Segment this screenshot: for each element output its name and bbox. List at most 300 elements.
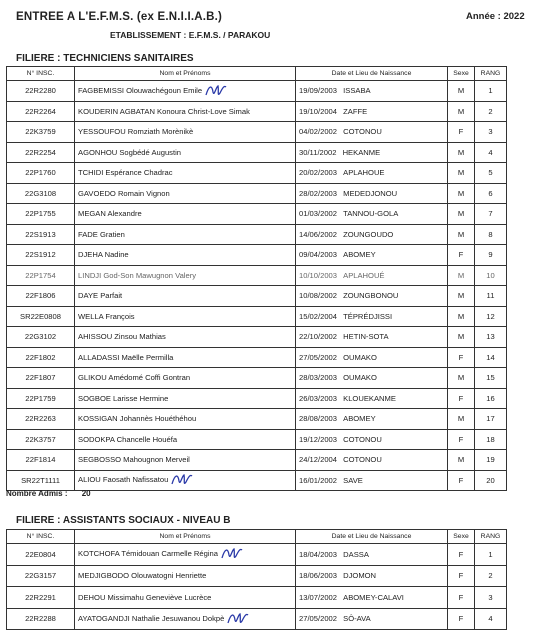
birth-place: COTONOU <box>343 127 382 137</box>
filiere-heading-assistants: FILIERE : ASSISTANTS SOCIAUX - NIVEAU B <box>16 515 231 526</box>
inscription-number-text: 22E0804 <box>25 549 56 559</box>
birth-date: 26/03/2003 <box>299 393 338 403</box>
sex-cell-text: M <box>457 106 465 116</box>
student-name <box>75 450 296 471</box>
rank-cell-text: 13 <box>486 332 495 342</box>
rank-cell-text: 15 <box>486 373 495 383</box>
sex-cell <box>448 224 475 245</box>
inscription-number-text: 22R2291 <box>25 592 56 602</box>
birth-place: ZOUNGOUDO <box>343 229 394 239</box>
table-row <box>7 388 507 409</box>
student-name-text: AHISSOU Zinsou Mathias <box>78 332 166 342</box>
birth-date: 04/02/2002 <box>299 127 338 137</box>
rank-cell <box>475 142 507 163</box>
birth-info <box>296 608 448 630</box>
birth-info <box>296 81 448 102</box>
table-row <box>7 450 507 471</box>
rank-cell-text: 2 <box>488 106 493 116</box>
rank-cell <box>475 306 507 327</box>
rank-cell <box>475 347 507 368</box>
student-name-text: KOUDERIN AGBATAN Konoura Christ-Love Simak <box>78 106 250 116</box>
inscription-number <box>7 450 75 471</box>
sex-cell-text: F <box>458 250 464 260</box>
student-name <box>75 81 296 102</box>
rank-cell-text: 4 <box>488 614 493 624</box>
inscription-number <box>7 429 75 450</box>
sex-cell <box>448 587 475 609</box>
inscription-number-text: 22S1912 <box>25 250 56 260</box>
inscription-number-text: 22S1913 <box>25 229 56 239</box>
birth-info <box>296 101 448 122</box>
sex-cell-text: M <box>457 455 465 465</box>
birth-info <box>296 327 448 348</box>
rank-cell <box>475 544 507 566</box>
birth-info <box>296 450 448 471</box>
inscription-number-text: SR22E0808 <box>20 311 61 321</box>
col-header-name: Nom et Prénoms <box>75 530 296 544</box>
admitted-count-value: 20 <box>81 489 91 498</box>
sex-cell <box>448 347 475 368</box>
sex-cell <box>448 265 475 286</box>
signature-mark <box>221 546 243 562</box>
inscription-number-text: 22P1760 <box>25 168 56 178</box>
student-name <box>75 265 296 286</box>
student-name-text: DEHOU Missimahu Geneviève Lucrèce <box>78 592 212 602</box>
rank-cell <box>475 224 507 245</box>
admission-table-techniciens <box>6 66 507 491</box>
sex-cell <box>448 450 475 471</box>
student-name <box>75 347 296 368</box>
sex-cell <box>448 163 475 184</box>
admitted-count-label: Nombre Admis : <box>6 489 68 498</box>
rank-cell-text: 14 <box>486 352 495 362</box>
table-row <box>7 142 507 163</box>
student-name-text: ALLADASSI Maëlle Permilla <box>78 352 174 362</box>
col-header-num: N° INSC. <box>7 67 75 81</box>
col-header-birth: Date et Lieu de Naissance <box>296 530 448 544</box>
sex-cell <box>448 101 475 122</box>
col-header-rang: RANG <box>475 67 507 81</box>
birth-date: 27/05/2002 <box>299 352 338 362</box>
sex-cell <box>448 368 475 389</box>
rank-cell-text: 17 <box>486 414 495 424</box>
birth-date: 13/07/2002 <box>299 592 338 602</box>
col-header-rang: RANG <box>475 530 507 544</box>
sex-cell-text: F <box>458 127 464 137</box>
student-name <box>75 587 296 609</box>
inscription-number <box>7 368 75 389</box>
signature-mark <box>227 611 249 627</box>
rank-cell <box>475 470 507 491</box>
student-name-text: AYATOGANDJI Nathalie Jesuwanou Dokpè <box>78 613 225 623</box>
sex-cell <box>448 470 475 491</box>
birth-info <box>296 163 448 184</box>
inscription-number-text: 22K3757 <box>25 434 56 444</box>
birth-info <box>296 368 448 389</box>
birth-date: 16/01/2002 <box>299 475 338 485</box>
birth-place: HETIN-SOTA <box>343 332 389 342</box>
birth-place: DASSA <box>343 549 369 559</box>
rank-cell-text: 20 <box>486 475 495 485</box>
student-name <box>75 608 296 630</box>
rank-cell-text: 1 <box>488 86 493 96</box>
student-name <box>75 388 296 409</box>
sex-cell <box>448 245 475 266</box>
student-name <box>75 183 296 204</box>
birth-date: 09/04/2003 <box>299 250 338 260</box>
birth-date: 19/09/2003 <box>299 86 338 96</box>
rank-cell <box>475 81 507 102</box>
birth-info <box>296 565 448 587</box>
birth-date: 18/06/2003 <box>299 571 338 581</box>
birth-info <box>296 183 448 204</box>
birth-date: 27/05/2002 <box>299 614 338 624</box>
sex-cell-text: F <box>458 434 464 444</box>
birth-place: DJOMON <box>343 571 377 581</box>
inscription-number-text: 22F1806 <box>25 291 56 301</box>
birth-place: ABOMEY <box>343 414 376 424</box>
birth-info <box>296 409 448 430</box>
inscription-number <box>7 245 75 266</box>
sex-cell <box>448 409 475 430</box>
student-name <box>75 544 296 566</box>
student-name-text: YESSOUFOU Romziath Morènikè <box>78 127 194 137</box>
inscription-number <box>7 183 75 204</box>
birth-info <box>296 544 448 566</box>
inscription-number-text: 22R2254 <box>25 147 56 157</box>
student-name-text: SODOKPA Chancelle Houéfa <box>78 434 178 444</box>
birth-date: 24/12/2004 <box>299 455 338 465</box>
inscription-number <box>7 286 75 307</box>
table-header-row <box>7 530 507 544</box>
sex-cell-text: M <box>457 209 465 219</box>
inscription-number <box>7 409 75 430</box>
sex-cell <box>448 565 475 587</box>
birth-place: COTONOU <box>343 434 382 444</box>
student-name <box>75 224 296 245</box>
inscription-number <box>7 142 75 163</box>
sex-cell-text: M <box>457 188 465 198</box>
student-name-text: WELLA François <box>78 311 135 321</box>
student-name <box>75 470 296 491</box>
sex-cell-text: M <box>457 332 465 342</box>
birth-date: 19/12/2003 <box>299 434 338 444</box>
table-row <box>7 183 507 204</box>
rank-cell <box>475 286 507 307</box>
student-name-text: SEGBOSSO Mahougnon Merveil <box>78 455 190 465</box>
rank-cell-text: 8 <box>488 229 493 239</box>
birth-info <box>296 470 448 491</box>
birth-place: SAVE <box>343 475 363 485</box>
birth-place: OUMAKO <box>343 352 377 362</box>
student-name <box>75 368 296 389</box>
rank-cell-text: 16 <box>486 393 495 403</box>
sex-cell-text: F <box>458 393 464 403</box>
col-header-sexe: Sexe <box>448 67 475 81</box>
rank-cell-text: 5 <box>488 168 493 178</box>
rank-cell <box>475 565 507 587</box>
birth-date: 15/02/2004 <box>299 311 338 321</box>
sex-cell <box>448 204 475 225</box>
sex-cell-text: F <box>458 352 464 362</box>
rank-cell <box>475 608 507 630</box>
sex-cell <box>448 388 475 409</box>
birth-date: 28/08/2003 <box>299 414 338 424</box>
inscription-number-text: 22P1754 <box>25 270 56 280</box>
student-name-text: KOTCHOFA Témidouan Carmelle Régina <box>78 549 218 559</box>
birth-date: 22/10/2002 <box>299 332 338 342</box>
rank-cell-text: 10 <box>486 270 495 280</box>
sex-cell <box>448 81 475 102</box>
inscription-number-text: 22R2288 <box>25 614 56 624</box>
inscription-number <box>7 81 75 102</box>
student-name <box>75 286 296 307</box>
birth-place: ABOMEY <box>343 250 376 260</box>
birth-place: ZOUNGBONOU <box>343 291 399 301</box>
inscription-number <box>7 327 75 348</box>
sex-cell <box>448 429 475 450</box>
table-row <box>7 429 507 450</box>
table-row <box>7 587 507 609</box>
birth-place: APLAHOUÉ <box>343 270 385 280</box>
birth-date: 28/03/2003 <box>299 373 338 383</box>
inscription-number <box>7 122 75 143</box>
inscription-number <box>7 306 75 327</box>
birth-date: 10/08/2002 <box>299 291 338 301</box>
table-row <box>7 101 507 122</box>
table-row <box>7 347 507 368</box>
sex-cell-text: F <box>458 549 464 559</box>
birth-place: HEKANME <box>342 147 381 157</box>
rank-cell <box>475 265 507 286</box>
rank-cell <box>475 101 507 122</box>
birth-date: 19/10/2004 <box>299 106 338 116</box>
student-name <box>75 142 296 163</box>
student-name-text: FADE Gratien <box>78 229 125 239</box>
rank-cell-text: 1 <box>488 549 493 559</box>
rank-cell <box>475 450 507 471</box>
student-name-text: FAGBEMISSI Olouwachégoun Emile <box>78 85 203 95</box>
student-name-text: DAYE Parfait <box>78 291 123 301</box>
rank-cell-text: 18 <box>486 434 495 444</box>
birth-info <box>296 347 448 368</box>
table-row <box>7 327 507 348</box>
birth-info <box>296 587 448 609</box>
inscription-number <box>7 388 75 409</box>
inscription-number <box>7 565 75 587</box>
table-row <box>7 81 507 102</box>
birth-place: KLOUEKANME <box>343 393 396 403</box>
col-header-name: Nom et Prénoms <box>75 67 296 81</box>
sex-cell-text: M <box>457 86 465 96</box>
inscription-number-text: 22R2264 <box>25 106 56 116</box>
sex-cell-text: M <box>457 147 465 157</box>
inscription-number <box>7 470 75 491</box>
inscription-number-text: 22P1759 <box>25 393 56 403</box>
col-header-birth: Date et Lieu de Naissance <box>296 67 448 81</box>
rank-cell-text: 12 <box>486 311 495 321</box>
sex-cell-text: M <box>457 414 465 424</box>
student-name <box>75 163 296 184</box>
rank-cell-text: 3 <box>488 127 493 137</box>
rank-cell-text: 9 <box>488 250 493 260</box>
inscription-number-text: 22G3108 <box>24 188 57 198</box>
birth-info <box>296 306 448 327</box>
inscription-number-text: 22P1755 <box>25 209 56 219</box>
inscription-number <box>7 347 75 368</box>
birth-date: 28/02/2003 <box>299 188 338 198</box>
table-row <box>7 163 507 184</box>
student-name-text: ALIOU Faosath Nafissatou <box>78 475 169 485</box>
admitted-count <box>6 489 91 498</box>
inscription-number-text: 22K3759 <box>25 127 56 137</box>
sex-cell-text: M <box>457 373 465 383</box>
birth-date: 20/02/2003 <box>299 168 338 178</box>
student-name-text: GAVOEDO Romain Vignon <box>78 188 170 198</box>
sex-cell <box>448 608 475 630</box>
student-name <box>75 204 296 225</box>
table-row <box>7 608 507 630</box>
sex-cell-text: M <box>457 229 465 239</box>
birth-place: OUMAKO <box>343 373 377 383</box>
sex-cell-text: M <box>457 291 465 301</box>
birth-place: APLAHOUE <box>343 168 385 178</box>
inscription-number <box>7 204 75 225</box>
sex-cell <box>448 286 475 307</box>
signature-mark <box>205 83 227 99</box>
inscription-number <box>7 101 75 122</box>
rank-cell <box>475 429 507 450</box>
student-name <box>75 565 296 587</box>
table-row <box>7 224 507 245</box>
birth-place: MEDEDJONOU <box>343 188 398 198</box>
inscription-number <box>7 224 75 245</box>
rank-cell-text: 6 <box>488 188 493 198</box>
inscription-number-text: 22F1802 <box>25 352 56 362</box>
rank-cell <box>475 587 507 609</box>
inscription-number <box>7 265 75 286</box>
birth-info <box>296 142 448 163</box>
student-name <box>75 101 296 122</box>
year-label: Année : 2022 <box>466 11 525 22</box>
inscription-number-text: 22R2280 <box>25 86 56 96</box>
birth-info <box>296 122 448 143</box>
inscription-number-text: 22R2263 <box>25 414 56 424</box>
sex-cell <box>448 142 475 163</box>
sex-cell-text: M <box>457 168 465 178</box>
table-header-row <box>7 67 507 81</box>
rank-cell <box>475 327 507 348</box>
student-name-text: KOSSIGAN Johannès Houéthéhou <box>78 414 197 424</box>
student-name <box>75 429 296 450</box>
inscription-number-text: 22F1807 <box>25 373 56 383</box>
birth-info <box>296 204 448 225</box>
birth-place: TANNOU-GOLA <box>343 209 399 219</box>
student-name <box>75 327 296 348</box>
sex-cell <box>448 327 475 348</box>
sex-cell <box>448 122 475 143</box>
rank-cell-text: 2 <box>488 571 493 581</box>
table-row <box>7 565 507 587</box>
sex-cell-text: M <box>457 270 465 280</box>
inscription-number-text: 22G3102 <box>24 332 57 342</box>
birth-date: 30/11/2002 <box>299 147 337 157</box>
birth-date: 18/04/2003 <box>299 549 338 559</box>
sex-cell-text: M <box>457 311 465 321</box>
student-name-text: SOGBOE Larisse Hermine <box>78 393 169 403</box>
rank-cell-text: 11 <box>486 291 495 301</box>
inscription-number-text: 22F1814 <box>25 455 56 465</box>
table-row <box>7 306 507 327</box>
rank-cell-text: 3 <box>488 592 493 602</box>
birth-date: 14/06/2002 <box>299 229 338 239</box>
rank-cell-text: 4 <box>488 147 493 157</box>
table-row <box>7 368 507 389</box>
sex-cell-text: F <box>458 614 464 624</box>
birth-info <box>296 224 448 245</box>
table-row <box>7 204 507 225</box>
inscription-number <box>7 587 75 609</box>
student-name <box>75 245 296 266</box>
birth-info <box>296 429 448 450</box>
birth-place: COTONOU <box>343 455 382 465</box>
col-header-sexe: Sexe <box>448 530 475 544</box>
inscription-number <box>7 544 75 566</box>
table-row <box>7 470 507 491</box>
table-row <box>7 265 507 286</box>
rank-cell-text: 7 <box>488 209 493 219</box>
student-name <box>75 306 296 327</box>
filiere-heading-techniciens: FILIERE : TECHNICIENS SANITAIRES <box>16 53 194 64</box>
rank-cell <box>475 368 507 389</box>
student-name-text: MEDJIGBODO Olouwatogni Henriette <box>78 571 207 581</box>
col-header-num: N° INSC. <box>7 530 75 544</box>
table-row <box>7 286 507 307</box>
birth-place: ZAFFE <box>343 106 368 116</box>
sex-cell-text: F <box>458 571 464 581</box>
sex-cell <box>448 306 475 327</box>
rank-cell <box>475 409 507 430</box>
table-row <box>7 544 507 566</box>
document-title: ENTREE A L'E.F.M.S. (ex E.N.I.I.A.B.) <box>16 11 223 23</box>
table-row <box>7 245 507 266</box>
rank-cell <box>475 163 507 184</box>
birth-info <box>296 265 448 286</box>
sex-cell-text: F <box>458 475 464 485</box>
rank-cell-text: 19 <box>486 455 495 465</box>
table-row <box>7 409 507 430</box>
sex-cell <box>448 544 475 566</box>
inscription-number-text: 22G3157 <box>24 571 57 581</box>
rank-cell <box>475 245 507 266</box>
birth-place: SÔ-AVA <box>343 614 371 624</box>
rank-cell <box>475 122 507 143</box>
student-name-text: MEGAN Alexandre <box>78 209 142 219</box>
rank-cell <box>475 183 507 204</box>
admission-table-assistants <box>6 529 507 630</box>
birth-info <box>296 286 448 307</box>
student-name-text: TCHIDI Espérance Chadrac <box>78 168 173 178</box>
signature-mark <box>171 472 193 488</box>
inscription-number <box>7 163 75 184</box>
inscription-number-text: SR22T1111 <box>21 475 60 485</box>
birth-info <box>296 245 448 266</box>
birth-date: 01/03/2002 <box>299 209 338 219</box>
sex-cell-text: F <box>458 592 464 602</box>
table-row <box>7 122 507 143</box>
rank-cell <box>475 388 507 409</box>
birth-info <box>296 388 448 409</box>
